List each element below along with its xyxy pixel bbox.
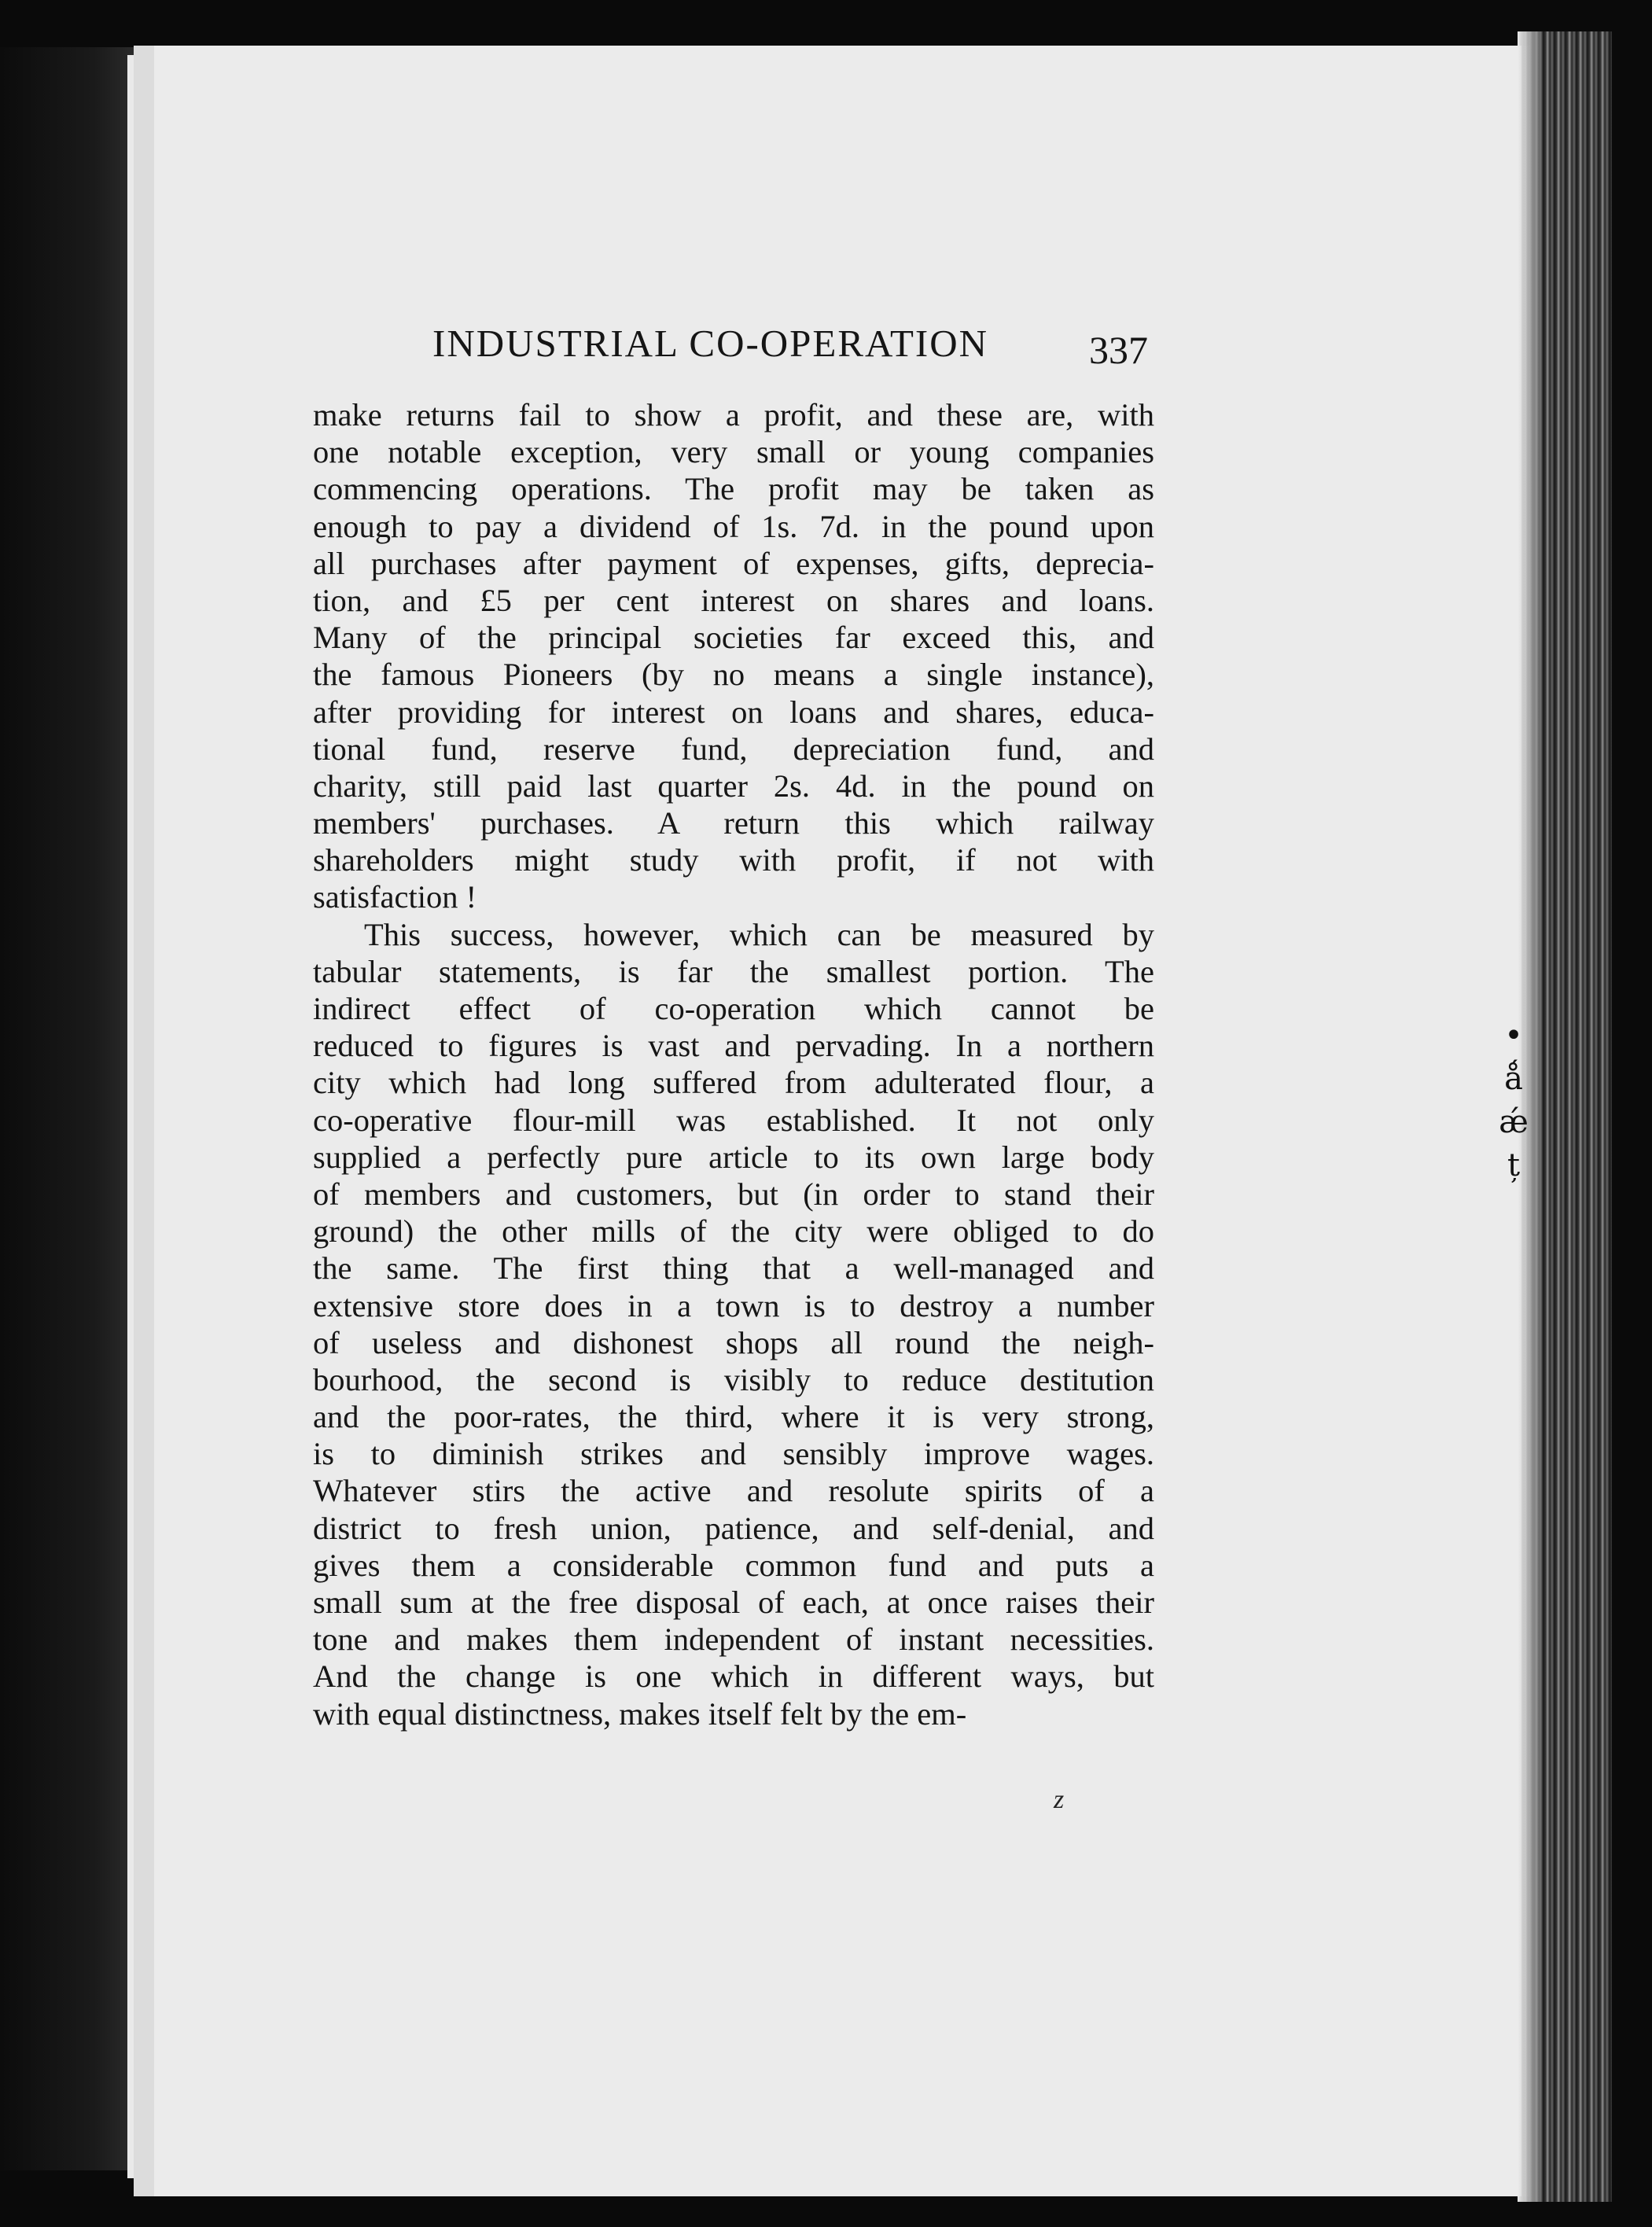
text-line: is to diminish strikes and sensibly improve wages. [313, 1436, 1154, 1472]
text-line: And the change is one which in different ways, but [313, 1658, 1154, 1695]
edge-mark: ǽ [1499, 1104, 1529, 1140]
text-line: the famous Pioneers (by no means a single instance), [313, 657, 1154, 693]
text-line: indirect effect of co-operation which cannot be [313, 991, 1154, 1026]
text-line: one notable exception, very small or young companies [313, 434, 1154, 470]
running-header [315, 321, 1156, 384]
gutter-line [127, 55, 134, 2178]
text-line: charity, still paid last quarter 2s. 4d. in the pound on [313, 767, 1154, 804]
text-line: gives them a considerable common fund and puts a [313, 1547, 1154, 1583]
text-line: of useless and dishonest shops all round the neigh- [313, 1324, 1154, 1360]
signature-mark: z [1054, 1785, 1065, 1814]
text-line: tone and makes them independent of instant necessities. [313, 1621, 1154, 1658]
text-line: tion, and £5 per cent interest on shares and loans. [313, 582, 1154, 618]
text-line: shareholders might study with profit, if not with [313, 842, 1154, 878]
page-number: 337 [1089, 328, 1148, 372]
text-line: tabular statements, is far the smallest portion. The [313, 953, 1154, 989]
text-line: of members and customers, but (in order to stand their [313, 1176, 1154, 1212]
text-line: This success, however, which can be measured by [364, 916, 1154, 952]
text-line: small sum at the free disposal of each, at once raises their [313, 1585, 1154, 1620]
text-line: Whatever stirs the active and resolute spirits of a [313, 1473, 1154, 1509]
text-line: Many of the principal societies far exceed this, and [313, 620, 1154, 656]
text-line: district to fresh union, patience, and self-denial, and [313, 1510, 1154, 1546]
text-line: tional fund, reserve fund, depreciation fund, and [313, 731, 1154, 767]
text-line: and the poor-rates, the third, where it is very strong, [313, 1399, 1154, 1435]
text-line: members' purchases. A return this which railway [313, 805, 1154, 841]
body-text [313, 396, 1154, 1732]
edge-mark: • [1504, 1018, 1523, 1054]
text-line: commencing operations. The profit may be taken as [313, 471, 1154, 507]
text-line: after providing for interest on loans and shares, educa- [313, 694, 1154, 730]
text-line: enough to pay a dividend of 1s. 7d. in the pound upon [313, 508, 1154, 544]
text-line: all purchases after payment of expenses, gifts, deprecia- [313, 545, 1154, 581]
text-line: supplied a perfectly pure article to its own large body [313, 1139, 1154, 1175]
text-line: extensive store does in a town is to destroy a number [313, 1287, 1154, 1323]
running-title: INDUSTRIAL CO-OPERATION [432, 322, 989, 365]
text-line: the same. The first thing that a well-managed and [313, 1250, 1154, 1287]
paragraph [313, 916, 1154, 1732]
text-line: city which had long suffered from adulterated flour, a [313, 1065, 1154, 1101]
text-line: reduced to figures is vast and pervading. In a northern [313, 1028, 1154, 1064]
text-line: with equal distinctness, makes itself felt by the em- [313, 1695, 967, 1732]
fore-edge-marks [1498, 1014, 1529, 1187]
text-line: bourhood, the second is visibly to reduce destitution [313, 1361, 1154, 1397]
previous-page-edge [0, 47, 134, 2170]
text-line: ground) the other mills of the city were obliged to do [313, 1213, 1154, 1250]
edge-mark: ț [1507, 1147, 1521, 1183]
text-line: satisfaction ! [313, 879, 477, 915]
paragraph [313, 396, 1154, 916]
text-line: co-operative flour-mill was established. It not only [313, 1102, 1154, 1138]
edge-mark: ǻ [1504, 1061, 1523, 1097]
text-line: make returns fail to show a profit, and these are, with [313, 397, 1154, 433]
